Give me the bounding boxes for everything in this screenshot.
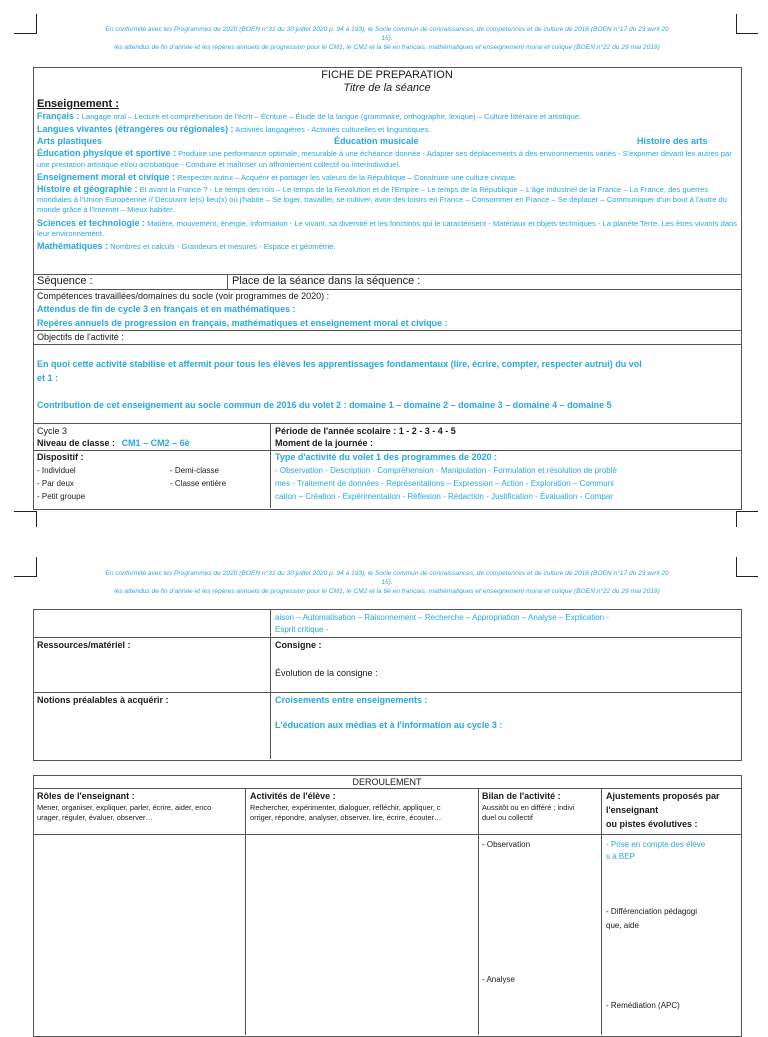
evolution-label: Évolution de la consigne : [275,668,378,678]
cycle-label: Cycle 3 [37,426,68,436]
eps-text: Produire une performance optimale, mesurable à une échéance donnée - Adapter ses déplacements à des environnements variés - S'exprimer devant les autres par une prestation artistique et/ou acrobatique - Conduire et maîtriser un affrontement collectif ou interindividuel. [37,149,732,169]
attendus-label: Attendus de fin de cycle 3 en français et en mathématiques : [37,304,296,314]
header-note-line1: En conformité avec les Programmes de 2020 (BOEN n°31 du 30 juillet 2020 p. 94 à 193), le Socle commun de connaissances, de compétences et de culture de 2016 (BOEN n°17 du 23 avril 20 [105,26,669,33]
moment-label: Moment de la journée : [275,438,374,448]
competences-label: Compétences travaillées/domaines du socle (voir programmes de 2020) : [37,291,330,301]
reperes-row-bottom [33,330,741,331]
crop-mark-bottom-left-v [36,511,37,527]
reperes-label: Repères annuels de progression en français, mathématiques et enseignement moral et civique : [37,318,448,328]
periode-label: Période de l'année scolaire : 1 - 2 - 3 - 4 - 5 [275,426,456,436]
stabilise-line1: En quoi cette activité stabilise et affermit pour tous les élèves les apprentissages fondamentaux (lire, écrire, compter, respecter autrui) du vol [37,359,642,369]
crop-mark-bottom-left-h [14,511,36,512]
eps-label: Éducation physique et sportive : [37,148,177,159]
type-activite-label: Type d'activité du volet 1 des programmes de 2020 : [275,452,498,462]
contribution-label: Contribution de cet enseignement au socle commun de 2016 du volet 2 : domaine 1 – domaine 2 – domaine 3 – domaine 4 – domaine 5 [37,400,612,410]
crop-mark-bottom-right-v [736,511,737,527]
crop-mark-top-left-h [14,33,36,34]
col1-sub-l1: Mener, organiser, expliquer, parler, écrire, aider, enco [37,803,212,812]
dispositif-label: Dispositif : [37,452,84,462]
francais-label: Français : [37,111,80,121]
sciences-label: Sciences et technologie : [37,217,146,228]
dispositif-classe-entiere: - Classe entière [170,479,227,488]
fiche-title: FICHE DE PREPARATION [321,69,453,81]
sequence-row-divider [227,274,228,289]
bilan-analyse: - Analyse [482,975,515,984]
col2-sub-l1: Rechercher, expérimenter, dialoguer, réfléchir, appliquer, c [250,803,441,812]
cont-table-divider [270,609,271,759]
langues-label: Langues vivantes (étrangères ou régionales) : [37,124,234,135]
ajust-diff-l2: que, aide [606,921,639,930]
header-note-line2: 15). [381,35,393,42]
francais-text: Langage oral – Lecture et compréhension de l'écrit – Écriture – Étude de la langue (grammaire, orthographe, lexique) – Culture littéraire et artistique. [79,112,582,121]
sequence-label: Séquence : [37,275,93,287]
sciences-text: Matière, mouvement, énergie, information - Le vivant, sa diversité et les fonctions qui le caractérisent - Matériaux et objets techniques - La planète Terre. Les êtres vivants dans leur environnement. [37,218,738,238]
crop-mark-p2-top-left-h [14,576,36,577]
enseignement-block [37,111,743,252]
col2-head: Activités de l'élève : [250,791,336,801]
type-line1: - Observation - Description - Compréhension - Manipulation - Formulation et résolution de problè [275,466,617,475]
col3-sub-l1: Aussitôt ou en différé ; indivi [482,803,575,812]
header-note-p2-line2: 15). [381,579,393,586]
emc-text: Respecter autrui – Acquérir et partager les valeurs de la République – Construire une culture civique. [175,172,517,182]
cont-line1: aison – Automatisation – Raisonnement – Recherche – Appropriation – Analyse – Explication - [275,613,609,622]
maths-label: Mathématiques : [37,241,109,252]
col2-sub-l2: orriger, répondre, analyser, observer, lire, écrire, écouter… [250,813,442,822]
education-medias-label: L'éducation aux médias et à l'information au cycle 3 : [275,720,503,730]
notions-label: Notions préalables à acquérir : [37,695,169,705]
header-note-p2-line3: les attendus de fin d'année et les repères annuels de progression pour le CM1, le CM2 et la 6è en français, mathématiques et enseignement moral et civique (BOEN n°22 du 29 mai 2019) [114,588,660,595]
ajust-diff-l1: - Différenciation pédagogi [606,907,698,916]
bilan-observation: - Observation [482,840,531,849]
dispositif-par-deux: - Par deux [37,479,74,488]
enseignement-label: Enseignement : [37,98,119,110]
ressources-row-bottom [33,692,741,693]
type-line3: cation – Création - Expérimentation - Réflexion - Rédaction - Justification - Évaluation - Compar [275,492,613,501]
arts-plastiques: Arts plastiques [37,136,103,147]
header-note-p2 [34,569,740,596]
dispositif-petit-groupe: - Petit groupe [37,492,86,501]
ajust-remediation: - Remédiation (APC) [606,1001,680,1010]
maths-text: Nombres et calculs - Grandeurs et mesures - Espace et géométrie. [108,242,336,252]
niveau-row [37,438,190,449]
fiche-subtitle: Titre de la séance [343,82,431,94]
deroulement-col-divider-2 [478,788,479,1035]
bottom-col-divider [270,423,271,508]
niveau-row-bottom [33,450,741,451]
crop-mark-bottom-right-h [736,511,758,512]
col1-sub-l2: urager, réguler, évaluer, observer… [37,813,153,822]
deroulement-head-bottom [33,834,741,835]
col3-head: Bilan de l'activité : [482,791,561,801]
sequence-row-bottom [33,289,741,290]
type-line2: mes - Traitement de données - Représentations – Expression – Action - Exploration – Communi [275,479,614,488]
header-note-p2-line1: En conformité avec les Programmes de 2020 (BOEN n°31 du 30 juillet 2020 p. 94 à 193), le Socle commun de connaissances, de compétences et de culture de 2016 (BOEN n°17 du 23 avril 20 [105,570,669,577]
contribution-row-bottom [33,423,741,424]
stabilise-line2: et 1 : [37,373,59,383]
header-note-line3: les attendus de fin d'année et les repères annuels de progression pour le CM1, le CM2 et la 6è en français, mathématiques et enseignement moral et civique (BOEN n°22 du 29 mai 2019) [114,44,660,51]
consigne-label: Consigne : [275,640,322,650]
deroulement-title: DEROULEMENT [352,777,422,787]
langues-text: Activités langagières - Activités culturelles et linguistiques. [233,125,431,135]
cont-table-frame [33,609,742,761]
dispositif-demi-classe: - Demi-classe [170,466,219,475]
croisements-label: Croisements entre enseignements : [275,695,428,705]
dispositif-individuel: - Individuel [37,466,76,475]
deroulement-title-bottom [33,788,741,789]
col4-head-l1: Ajustements proposés par [606,791,720,801]
objectifs-row-bottom [33,344,741,345]
objectifs-label: Objectifs de l'activité : [37,332,124,342]
ajust-prise-l2: s à BEP [606,852,635,861]
cont-row-bottom [33,637,741,638]
col1-head: Rôles de l'enseignant : [37,791,135,801]
cont-line2: Esprit critique - [275,625,329,634]
deroulement-col-divider-1 [245,788,246,1035]
header-note [34,25,740,52]
ressources-label: Ressources/matériel : [37,640,131,650]
emc-label: Enseignement moral et civique : [37,171,176,182]
col4-head-l2: l'enseignant [606,805,659,815]
histgeo-text: Et avant la France ? - Le temps des rois – Le temps de la Révolution et de l'Empire – Le temps de la République – L'âge industriel de la France – La France, des guerres mondiales à l'Union Européenne // Découvrir le(s) lieu(x) où j'habite – Se loger, travailler, se cultiver, avoir des loisirs en France – Consommer en France – Se déplacer – Communiquer d'un bout à l'autre du monde grâce à l'Internet – Mieux habiter. [37,185,728,215]
niveau-value: CM1 – CM2 – 6è [121,438,190,448]
histoire-des-arts: Histoire des arts [637,136,708,147]
histgeo-label: Histoire et géographie : [37,184,138,195]
col4-head-l3: ou pistes évolutives : [606,819,698,829]
ajust-prise-l1: - Prise en compte des élève [606,840,706,849]
col3-sub-l2: duel ou collectif [482,813,533,822]
place-seance-label: Place de la séance dans la séquence : [232,275,421,287]
niveau-label: Niveau de classe : [37,438,116,448]
deroulement-col-divider-3 [601,788,602,1035]
education-musicale: Éducation musicale [334,136,419,147]
